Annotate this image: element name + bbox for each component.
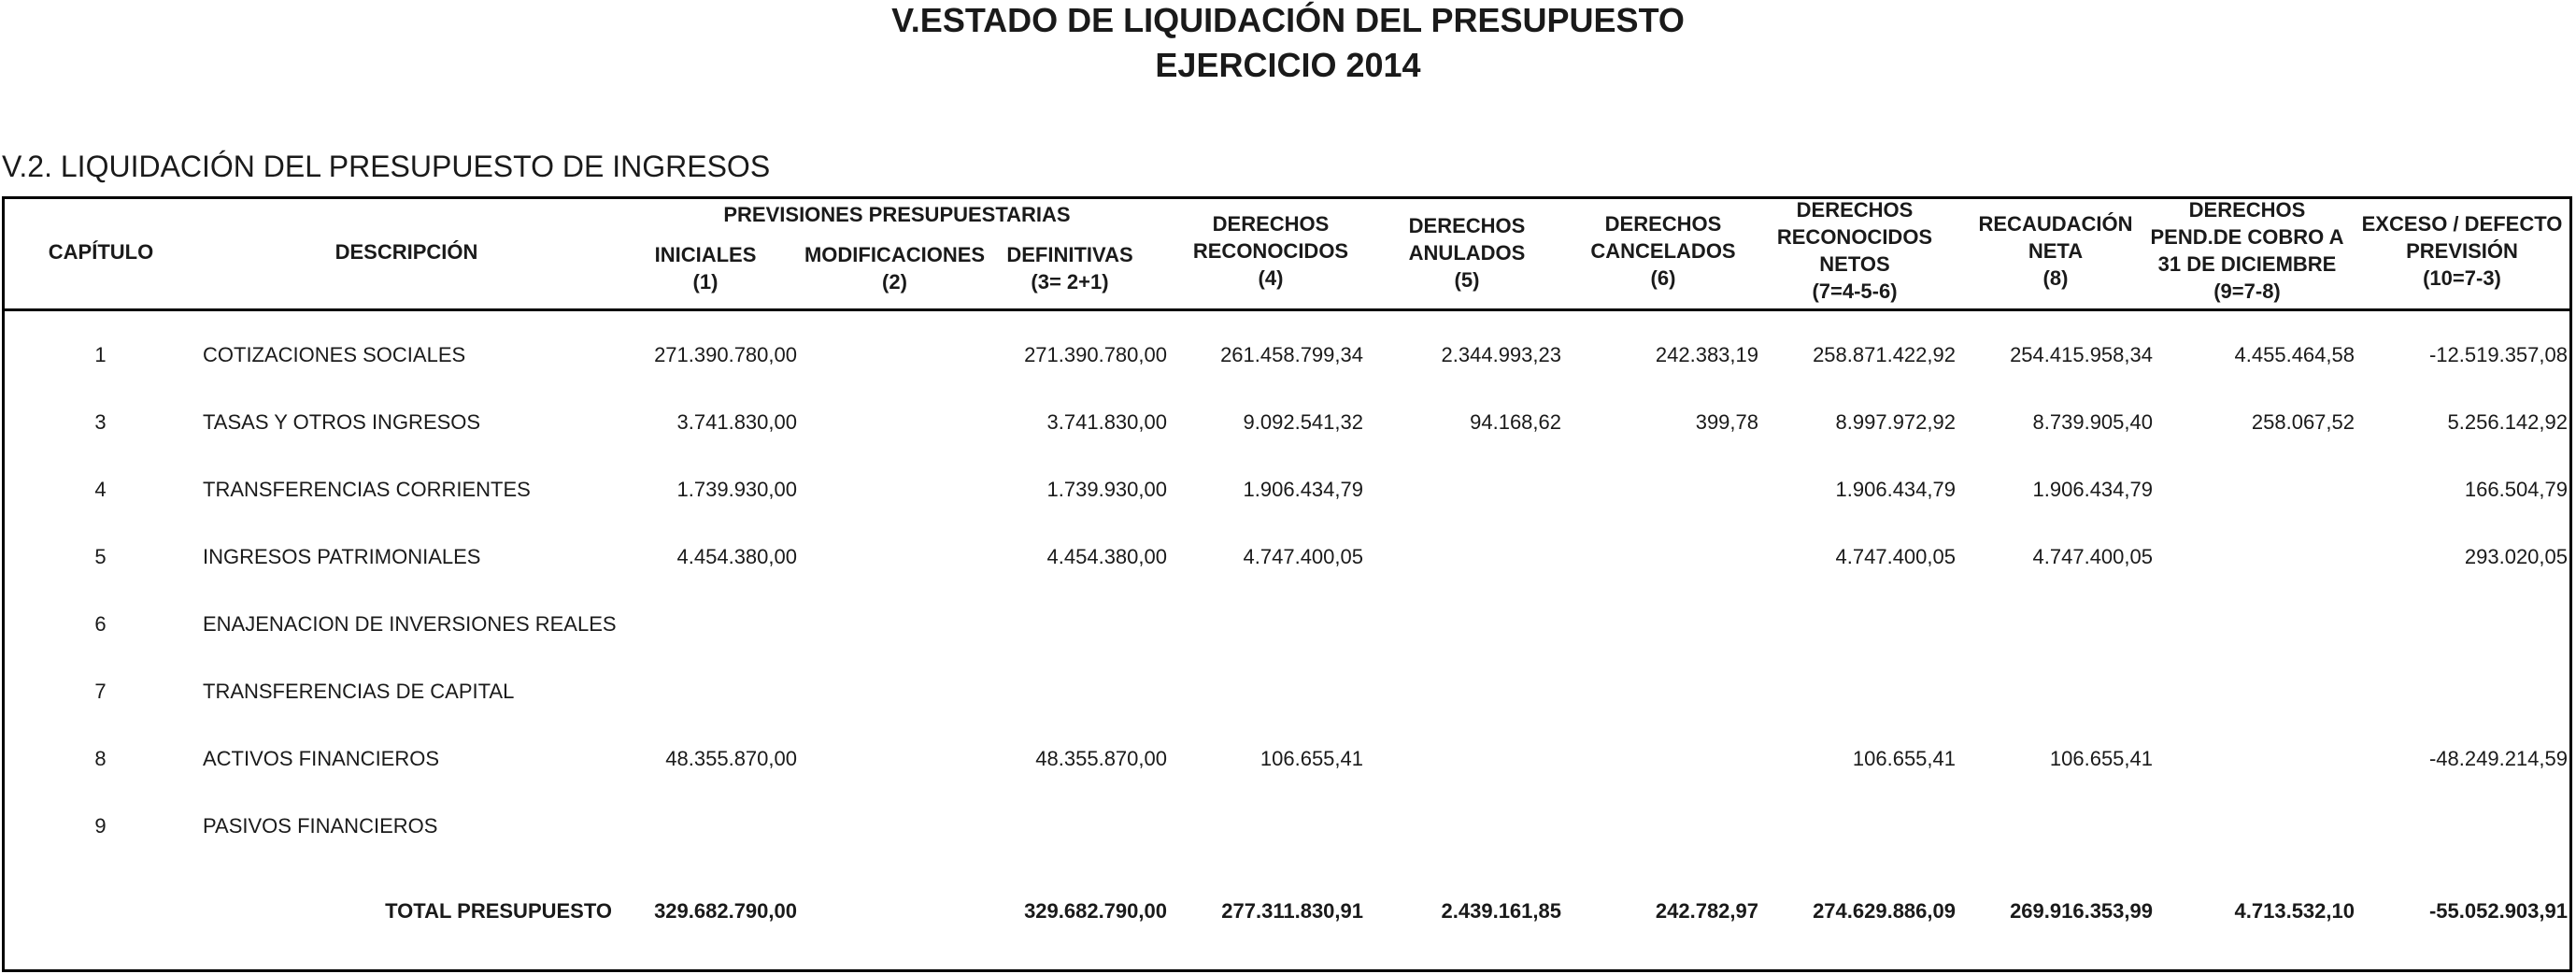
cell-definitivas: 48.355.870,00	[1035, 747, 1167, 770]
cell-definitivas: 1.739.930,00	[1046, 478, 1167, 501]
total-netos: 274.629.886,09	[1813, 899, 1956, 923]
total-exceso: -55.052.903,91	[2428, 899, 2568, 923]
cell-capitulo: 8	[94, 747, 107, 770]
cell-reconocidos: 106.655,41	[1260, 747, 1363, 770]
cell-descripcion: TASAS Y OTROS INGRESOS	[203, 410, 481, 434]
cell-descripcion: INGRESOS PATRIMONIALES	[203, 545, 481, 568]
cell-recaudacion: 254.415.958,34	[2010, 343, 2153, 366]
cell-capitulo: 5	[94, 545, 107, 568]
header-derechos-anulados: DERECHOS ANULADOS (5)	[1408, 214, 1526, 292]
cell-pendientes: 4.455.464,58	[2234, 343, 2355, 366]
header-capitulo: CAPÍTULO	[48, 240, 154, 264]
header-modificaciones: MODIFICACIONES (2)	[804, 243, 986, 294]
header-pendientes-cobro: DERECHOS PEND.DE COBRO A 31 DE DICIEMBRE (9=7-8)	[2150, 198, 2344, 303]
total-definitivas: 329.682.790,00	[1024, 899, 1167, 923]
cell-reconocidos: 4.747.400,05	[1243, 545, 1363, 568]
cell-pendientes: 258.067,52	[2251, 410, 2355, 434]
total-reconocidos: 277.311.830,91	[1221, 899, 1363, 923]
cell-reconocidos: 1.906.434,79	[1243, 478, 1363, 501]
section-title: V.2. LIQUIDACIÓN DEL PRESUPUESTO DE INGRESOS	[2, 150, 771, 183]
cell-reconocidos: 261.458.799,34	[1220, 343, 1363, 366]
cell-exceso: 166.504,79	[2464, 478, 2568, 501]
cell-anulados: 94.168,62	[1470, 410, 1561, 434]
cell-capitulo: 3	[94, 410, 107, 434]
cell-capitulo: 7	[94, 680, 107, 703]
cell-definitivas: 3.741.830,00	[1046, 410, 1167, 434]
cell-definitivas: 271.390.780,00	[1024, 343, 1167, 366]
header-divider	[2, 308, 2572, 311]
total-label: TOTAL PRESUPUESTO	[385, 899, 612, 923]
cell-descripcion: TRANSFERENCIAS DE CAPITAL	[203, 680, 515, 703]
cell-netos: 1.906.434,79	[1835, 478, 1956, 501]
header-derechos-netos: DERECHOS RECONOCIDOS NETOS (7=4-5-6)	[1776, 198, 1933, 303]
cell-cancelados: 242.383,19	[1655, 343, 1758, 366]
cell-netos: 8.997.972,92	[1835, 410, 1956, 434]
cell-iniciales: 3.741.830,00	[676, 410, 797, 434]
cell-iniciales: 48.355.870,00	[665, 747, 797, 770]
total-anulados: 2.439.161,85	[1441, 899, 1561, 923]
total-iniciales: 329.682.790,00	[654, 899, 797, 923]
cell-capitulo: 4	[94, 478, 107, 501]
page-subtitle: EJERCICIO 2014	[1155, 46, 1421, 84]
cell-exceso: -48.249.214,59	[2428, 747, 2568, 770]
header-descripcion: DESCRIPCIÓN	[334, 240, 478, 264]
header-derechos-reconocidos: DERECHOS RECONOCIDOS (4)	[1192, 212, 1349, 290]
cell-anulados: 2.344.993,23	[1441, 343, 1561, 366]
cell-recaudacion: 8.739.905,40	[2032, 410, 2153, 434]
total-recaudacion: 269.916.353,99	[2010, 899, 2153, 923]
cell-iniciales: 271.390.780,00	[654, 343, 797, 366]
cell-exceso: 5.256.142,92	[2447, 410, 2568, 434]
cell-netos: 4.747.400,05	[1835, 545, 1956, 568]
cell-cancelados: 399,78	[1695, 410, 1758, 434]
header-definitivas: DEFINITIVAS (3= 2+1)	[1006, 243, 1133, 294]
cell-descripcion: TRANSFERENCIAS CORRIENTES	[203, 478, 531, 501]
cell-exceso: 293.020,05	[2464, 545, 2568, 568]
cell-capitulo: 6	[94, 612, 107, 636]
cell-netos: 258.871.422,92	[1813, 343, 1956, 366]
header-derechos-cancelados: DERECHOS CANCELADOS (6)	[1590, 212, 1736, 290]
cell-descripcion: COTIZACIONES SOCIALES	[203, 343, 466, 366]
table-frame	[2, 196, 2572, 972]
cell-descripcion: PASIVOS FINANCIEROS	[203, 814, 438, 838]
cell-capitulo: 9	[94, 814, 107, 838]
header-exceso-defecto: EXCESO / DEFECTO PREVISIÓN (10=7-3)	[2361, 212, 2563, 290]
header-previsiones: PREVISIONES PRESUPUESTARIAS	[723, 203, 1071, 226]
cell-recaudacion: 1.906.434,79	[2032, 478, 2153, 501]
total-cancelados: 242.782,97	[1655, 899, 1758, 923]
total-pendientes: 4.713.532,10	[2234, 899, 2355, 923]
cell-netos: 106.655,41	[1852, 747, 1956, 770]
cell-recaudacion: 4.747.400,05	[2032, 545, 2153, 568]
cell-iniciales: 1.739.930,00	[676, 478, 797, 501]
cell-exceso: -12.519.357,08	[2428, 343, 2568, 366]
cell-reconocidos: 9.092.541,32	[1243, 410, 1363, 434]
cell-recaudacion: 106.655,41	[2049, 747, 2153, 770]
cell-descripcion: ACTIVOS FINANCIEROS	[203, 747, 440, 770]
header-recaudacion-neta: RECAUDACIÓN NETA (8)	[1978, 212, 2133, 290]
cell-iniciales: 4.454.380,00	[676, 545, 797, 568]
header-iniciales: INICIALES (1)	[654, 243, 757, 294]
cell-capitulo: 1	[94, 343, 107, 366]
page-title: V.ESTADO DE LIQUIDACIÓN DEL PRESUPUESTO	[891, 1, 1685, 39]
cell-descripcion: ENAJENACION DE INVERSIONES REALES	[203, 612, 617, 636]
cell-definitivas: 4.454.380,00	[1046, 545, 1167, 568]
